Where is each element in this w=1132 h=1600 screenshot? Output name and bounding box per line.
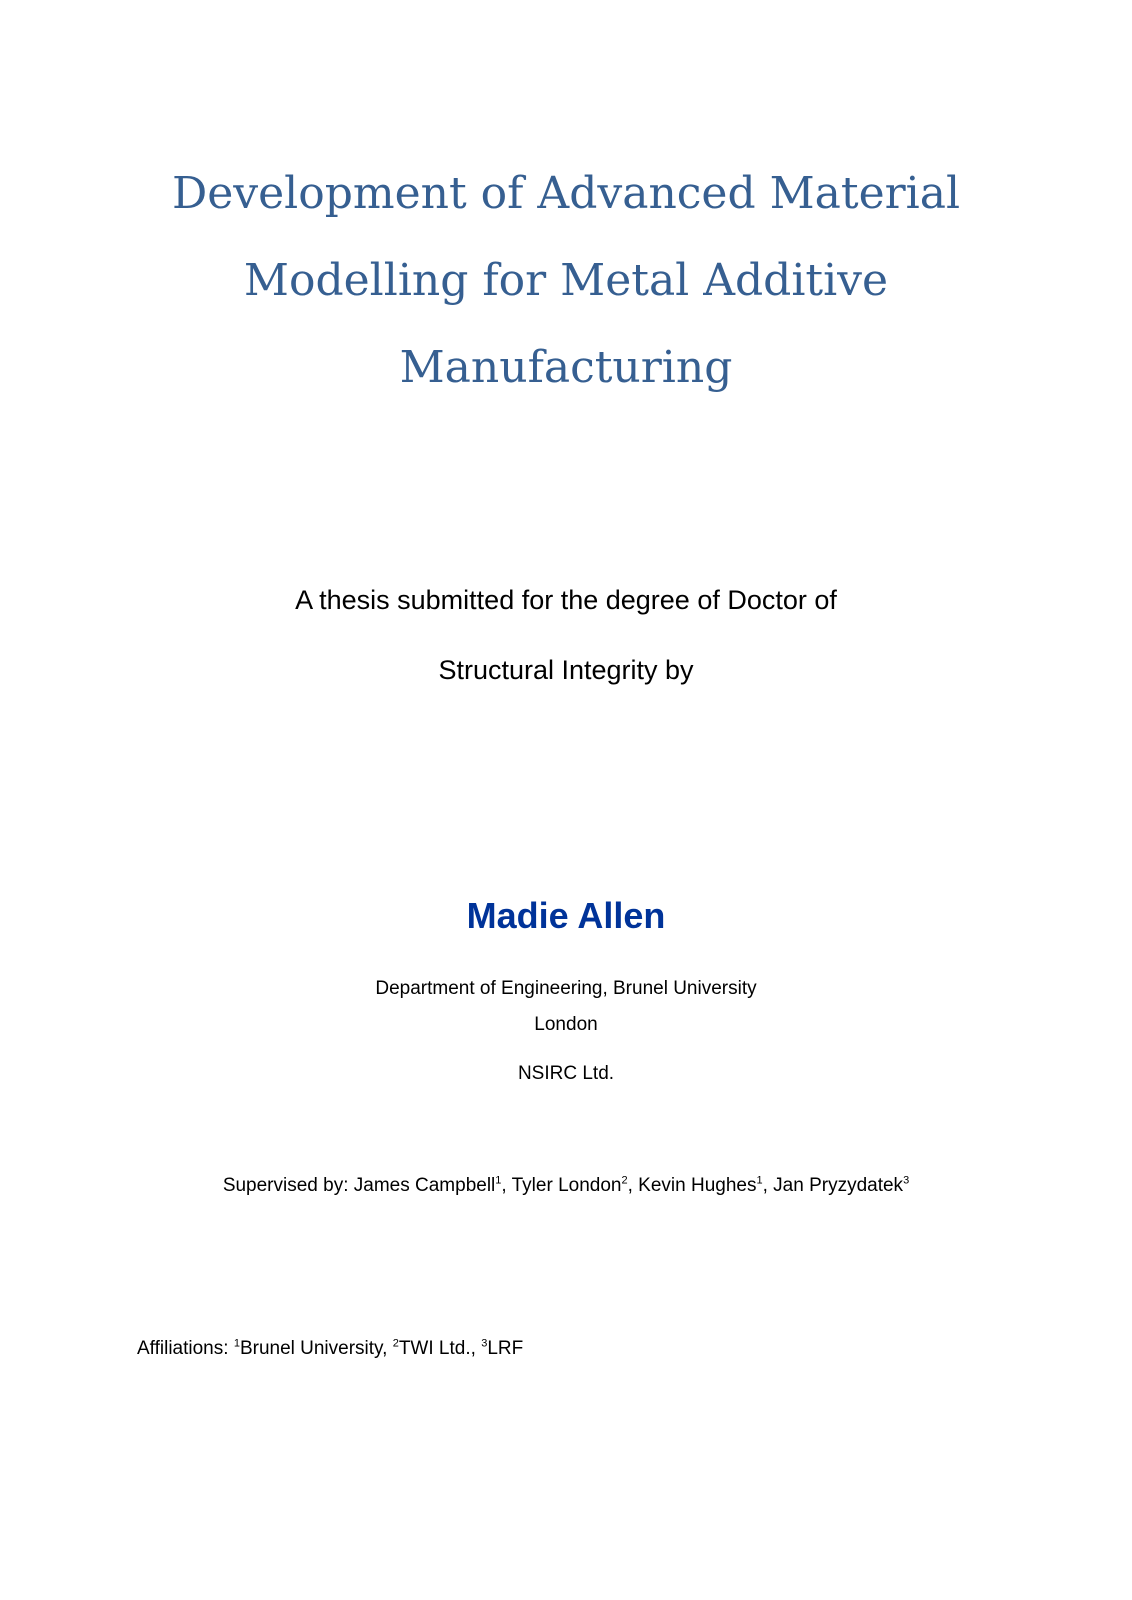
thesis-title-line: Development of Advanced Material <box>171 168 961 219</box>
supervisor-name: James Campbell <box>353 1175 496 1196</box>
degree-statement-line: A thesis submitted for the degree of Doctor of <box>295 585 837 615</box>
author-name: Madie Allen <box>466 895 666 936</box>
organisation: NSIRC Ltd. <box>517 1063 615 1084</box>
affiliation-mark: 2 <box>392 1337 399 1350</box>
degree-statement <box>0 565 1132 705</box>
affiliation-mark: 2 <box>621 1174 628 1187</box>
affiliations-prefix: Affiliations: <box>137 1338 234 1359</box>
thesis-title-line: Manufacturing <box>399 342 733 393</box>
department-line: Department of Engineering, Brunel University <box>375 978 757 999</box>
affiliation-mark: 1 <box>756 1174 763 1187</box>
supervisors-line <box>0 1175 1132 1197</box>
separator: , <box>382 1338 393 1359</box>
affiliation-name: Brunel University <box>239 1338 383 1359</box>
separator: , <box>627 1175 639 1196</box>
thesis-title-line: Modelling for Metal Additive <box>243 255 889 306</box>
affiliation-mark: 3 <box>903 1174 910 1187</box>
affiliation-mark: 1 <box>495 1174 502 1187</box>
degree-statement-line: Structural Integrity by <box>438 655 694 685</box>
separator: , <box>470 1338 482 1359</box>
supervisors-prefix: Supervised by: <box>222 1175 354 1196</box>
department <box>0 971 1132 1043</box>
affiliations-line <box>137 1338 523 1360</box>
affiliation-mark: 3 <box>481 1337 488 1350</box>
affiliation-name: LRF <box>487 1338 524 1359</box>
separator: , <box>762 1175 774 1196</box>
affiliation-name: TWI Ltd. <box>398 1338 471 1359</box>
supervisor-name: Jan Pryzydatek <box>773 1175 904 1196</box>
affiliation-mark: 1 <box>233 1337 240 1350</box>
separator: , <box>501 1175 512 1196</box>
thesis-title <box>0 150 1132 411</box>
supervisor-name: Kevin Hughes <box>638 1175 757 1196</box>
department-line: London <box>534 1014 598 1035</box>
supervisor-name: Tyler London <box>511 1175 622 1196</box>
